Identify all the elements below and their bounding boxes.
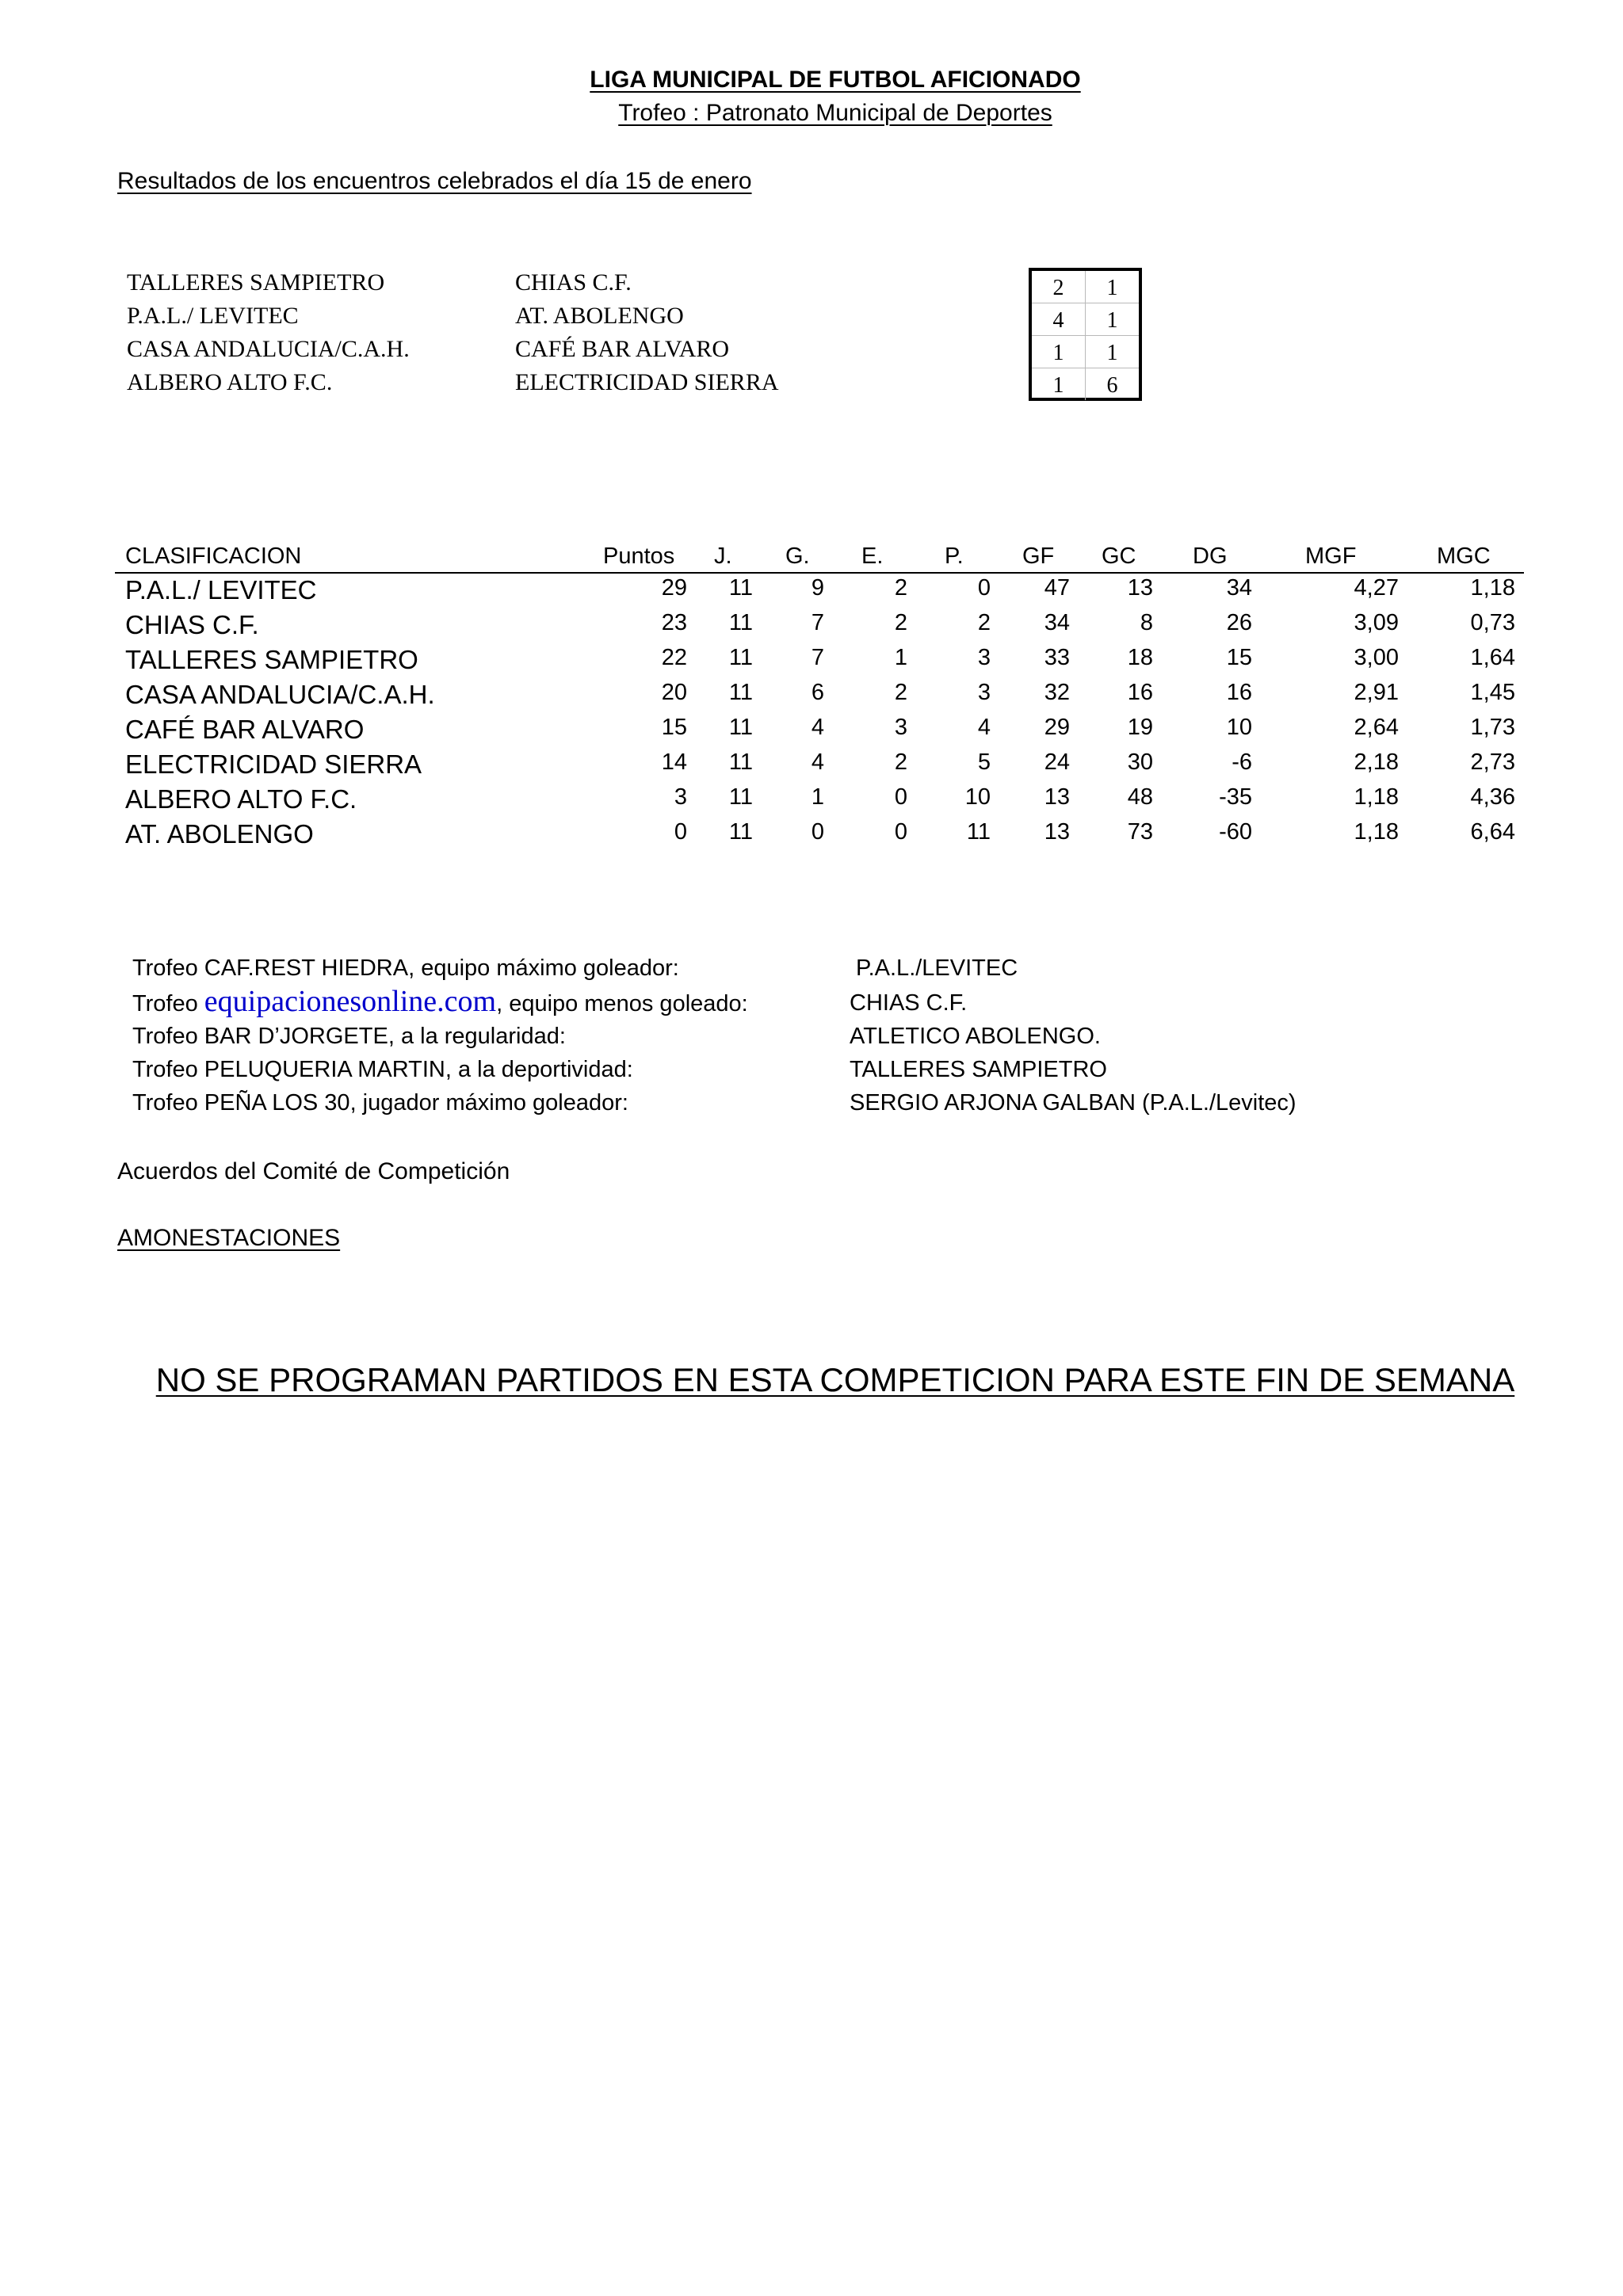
trophy-label: [132, 984, 748, 1019]
dg-value: -6: [1232, 749, 1252, 775]
match-away-team: CAFÉ BAR ALVARO: [515, 336, 730, 362]
drawn-value: 2: [894, 680, 907, 705]
lost-value: 3: [977, 680, 991, 705]
table-row: [115, 715, 1524, 749]
lost-value: 5: [977, 749, 991, 775]
trophy-label: Trofeo PELUQUERIA MARTIN, a la deportividad:: [132, 1057, 633, 1082]
points-value: 29: [661, 575, 687, 601]
points-value: 0: [674, 819, 687, 845]
score-row: [1032, 336, 1139, 368]
match-away-team: ELECTRICIDAD SIERRA: [515, 369, 779, 395]
results-heading: Resultados de los encuentros celebrados el día 15 de enero: [117, 168, 752, 194]
sponsor-link[interactable]: equipacionesonline.com: [204, 985, 497, 1018]
drawn-value: 1: [894, 645, 907, 670]
won-value: 1: [811, 784, 824, 810]
amonestaciones-heading: AMONESTACIONES: [117, 1225, 341, 1251]
header-gf: GF: [1022, 543, 1055, 569]
table-row: [115, 610, 1524, 645]
match-home-team: CASA ANDALUCIA/C.A.H.: [127, 336, 410, 362]
lost-value: 10: [964, 784, 991, 810]
gf-value: 13: [1044, 784, 1070, 810]
away-score: 1: [1106, 341, 1118, 365]
header-empatados: E.: [861, 543, 884, 569]
score-table: [1029, 268, 1142, 401]
trophy-winner: SERGIO ARJONA GALBAN (P.A.L./Levitec): [850, 1090, 1296, 1116]
won-value: 0: [811, 819, 824, 845]
table-row: [115, 575, 1524, 610]
table-row: [115, 680, 1524, 715]
mgf-value: 3,00: [1354, 645, 1399, 670]
drawn-value: 0: [894, 784, 907, 810]
trophy-label: Trofeo CAF.REST HIEDRA, equipo máximo goleador:: [132, 955, 679, 981]
dg-value: 10: [1226, 715, 1252, 740]
away-score: 1: [1106, 308, 1118, 333]
won-value: 6: [811, 680, 824, 705]
mgc-value: 6,64: [1470, 819, 1515, 845]
mgf-value: 2,91: [1354, 680, 1399, 705]
gc-value: 19: [1127, 715, 1153, 740]
gf-value: 33: [1044, 645, 1070, 670]
gf-value: 34: [1044, 610, 1070, 635]
dg-value: 15: [1226, 645, 1252, 670]
mgf-value: 1,18: [1354, 819, 1399, 845]
team-name: CASA ANDALUCIA/C.A.H.: [125, 680, 435, 709]
team-name: ELECTRICIDAD SIERRA: [125, 749, 422, 779]
mgc-value: 1,73: [1470, 715, 1515, 740]
trophy-winner: CHIAS C.F.: [850, 990, 968, 1016]
lost-value: 3: [977, 645, 991, 670]
match-home-team: TALLERES SAMPIETRO: [127, 269, 385, 296]
home-score: 2: [1032, 271, 1086, 303]
drawn-value: 0: [894, 819, 907, 845]
played-value: 11: [728, 819, 753, 845]
gf-value: 24: [1044, 749, 1070, 775]
header-mgf: MGF: [1305, 543, 1357, 569]
points-value: 3: [674, 784, 687, 810]
mgf-value: 4,27: [1354, 575, 1399, 601]
points-value: 20: [661, 680, 687, 705]
trophy-label: Trofeo PEÑA LOS 30, jugador máximo goleador:: [132, 1090, 628, 1116]
team-name: ALBERO ALTO F.C.: [125, 784, 357, 814]
trophy-suffix: , equipo menos goleado:: [496, 991, 748, 1016]
won-value: 4: [811, 715, 824, 740]
gc-value: 16: [1127, 680, 1153, 705]
gf-value: 47: [1044, 575, 1070, 601]
drawn-value: 3: [894, 715, 907, 740]
trophy-winner: P.A.L./LEVITEC: [856, 955, 1018, 981]
team-name: CHIAS C.F.: [125, 610, 259, 639]
home-score: 4: [1032, 303, 1086, 335]
match-away-team: CHIAS C.F.: [515, 269, 632, 296]
header-gc: GC: [1102, 543, 1136, 569]
mgf-value: 3,09: [1354, 610, 1399, 635]
table-row: [115, 819, 1524, 854]
played-value: 11: [728, 715, 753, 740]
acuerdos-heading: Acuerdos del Comité de Competición: [117, 1158, 510, 1184]
table-row: [115, 749, 1524, 784]
dg-value: 16: [1226, 680, 1252, 705]
mgc-value: 2,73: [1470, 749, 1515, 775]
gc-value: 48: [1127, 784, 1153, 810]
played-value: 11: [728, 749, 753, 775]
away-score: 1: [1106, 276, 1118, 300]
team-name: CAFÉ BAR ALVARO: [125, 715, 365, 744]
drawn-value: 2: [894, 575, 907, 601]
mgc-value: 1,64: [1470, 645, 1515, 670]
gc-value: 30: [1127, 749, 1153, 775]
mgc-value: 0,73: [1470, 610, 1515, 635]
trophy-prefix: Trofeo: [132, 991, 204, 1016]
header-perdidos: P.: [945, 543, 964, 569]
match-home-team: ALBERO ALTO F.C.: [127, 369, 333, 395]
trophy-winner: TALLERES SAMPIETRO: [850, 1057, 1107, 1082]
played-value: 11: [728, 610, 753, 635]
points-value: 14: [661, 749, 687, 775]
away-score: 6: [1106, 373, 1118, 398]
lost-value: 4: [977, 715, 991, 740]
points-value: 22: [661, 645, 687, 670]
mgf-value: 2,18: [1354, 749, 1399, 775]
points-value: 15: [661, 715, 687, 740]
drawn-value: 2: [894, 610, 907, 635]
won-value: 9: [811, 575, 824, 601]
points-value: 23: [661, 610, 687, 635]
header-ganados: G.: [785, 543, 810, 569]
header-puntos: Puntos: [603, 543, 675, 569]
standings-header: [115, 540, 1524, 574]
dg-value: -60: [1219, 819, 1252, 845]
mgc-value: 1,18: [1470, 575, 1515, 601]
won-value: 4: [811, 749, 824, 775]
score-row: [1032, 368, 1139, 400]
played-value: 11: [728, 645, 753, 670]
table-row: [115, 784, 1524, 819]
home-score: 1: [1032, 336, 1086, 368]
home-score: 1: [1032, 368, 1086, 400]
won-value: 7: [811, 610, 824, 635]
page-title: LIGA MUNICIPAL DE FUTBOL AFICIONADO: [590, 67, 1081, 93]
played-value: 11: [728, 575, 753, 601]
match-home-team: P.A.L./ LEVITEC: [127, 303, 299, 329]
dg-value: 34: [1226, 575, 1252, 601]
team-name: AT. ABOLENGO: [125, 819, 314, 849]
mgc-value: 4,36: [1470, 784, 1515, 810]
header-clasificacion: CLASIFICACION: [125, 543, 302, 569]
team-name: TALLERES SAMPIETRO: [125, 645, 418, 674]
header-dg: DG: [1193, 543, 1228, 569]
team-name: P.A.L./ LEVITEC: [125, 575, 317, 605]
lost-value: 11: [966, 819, 991, 845]
gc-value: 18: [1127, 645, 1153, 670]
mgf-value: 1,18: [1354, 784, 1399, 810]
gf-value: 29: [1044, 715, 1070, 740]
gc-value: 8: [1140, 610, 1153, 635]
drawn-value: 2: [894, 749, 907, 775]
gc-value: 73: [1127, 819, 1153, 845]
trophy-winner: ATLETICO ABOLENGO.: [850, 1024, 1101, 1049]
lost-value: 2: [977, 610, 991, 635]
gf-value: 32: [1044, 680, 1070, 705]
score-row: [1032, 303, 1139, 336]
header-mgc: MGC: [1437, 543, 1491, 569]
played-value: 11: [728, 784, 753, 810]
match-away-team: AT. ABOLENGO: [515, 303, 684, 329]
mgc-value: 1,45: [1470, 680, 1515, 705]
gc-value: 13: [1127, 575, 1153, 601]
table-row: [115, 645, 1524, 680]
dg-value: 26: [1226, 610, 1252, 635]
played-value: 11: [728, 680, 753, 705]
mgf-value: 2,64: [1354, 715, 1399, 740]
score-row: [1032, 271, 1139, 303]
dg-value: -35: [1219, 784, 1252, 810]
won-value: 7: [811, 645, 824, 670]
trophy-label: Trofeo BAR D’JORGETE, a la regularidad:: [132, 1024, 566, 1049]
gf-value: 13: [1044, 819, 1070, 845]
lost-value: 0: [977, 575, 991, 601]
page-subtitle: Trofeo : Patronato Municipal de Deportes: [618, 100, 1052, 126]
header-jugados: J.: [714, 543, 732, 569]
no-matches-notice: NO SE PROGRAMAN PARTIDOS EN ESTA COMPETICION PARA ESTE FIN DE SEMANA: [155, 1361, 1515, 1398]
